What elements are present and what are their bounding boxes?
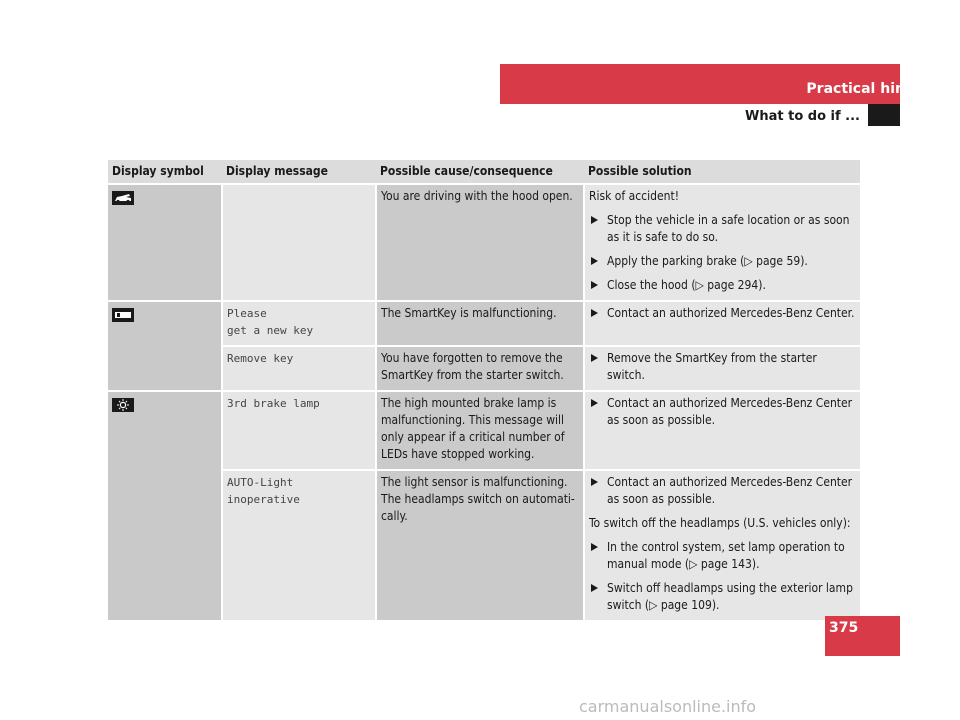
solution-step: Switch off headlamps using the exterior lamp switch (▷ page 109). [589, 580, 856, 614]
bullet-arrow-icon [591, 478, 598, 486]
solution-step: Stop the vehicle in a safe location or as soon as it is safe to do so. [589, 212, 856, 246]
solution-cell [584, 346, 860, 391]
bullet-arrow-icon [591, 281, 598, 289]
symbol-cell [108, 184, 222, 301]
solution-step: Apply the parking brake (▷ page 59). [589, 253, 856, 270]
lamp-icon [112, 398, 134, 417]
solution-step: In the control system, set lamp operation to manual mode (▷ page 143). [589, 539, 856, 573]
header-marker [868, 104, 900, 126]
solution-cell [584, 391, 860, 470]
footer-watermark: carmanualsonline.info [579, 697, 757, 716]
solution-step: Remove the SmartKey from the starter switch. [589, 350, 856, 384]
bullet-arrow-icon [591, 543, 598, 551]
solution-cell [584, 301, 860, 346]
page-number: 375 [829, 620, 859, 636]
bullet-arrow-icon [591, 399, 598, 407]
solution-lead: Risk of accident! [589, 189, 680, 203]
page-number-badge [825, 616, 900, 656]
display-messages-table [108, 160, 860, 622]
cause-cell: You are driving with the hood open. [376, 184, 584, 301]
section-title: Practical hints [806, 81, 920, 97]
bullet-arrow-icon [591, 309, 598, 317]
solution-step: Contact an authorized Mercedes-Benz Center. [589, 305, 856, 322]
bullet-arrow-icon [591, 216, 598, 224]
cause-cell: The SmartKey is malfunctioning. [376, 301, 584, 346]
message-cell: 3rd brake lamp [222, 391, 376, 470]
symbol-cell [108, 391, 222, 621]
table-header-row [108, 160, 860, 184]
solution-note: To switch off the headlamps (U.S. vehicles only): [589, 516, 851, 530]
cause-cell: You have forgotten to remove the SmartKey from the starter switch. [376, 346, 584, 391]
message-cell [222, 184, 376, 301]
symbol-cell [108, 301, 222, 391]
section-subtitle: What to do if ... [745, 109, 860, 124]
solution-cell [584, 184, 860, 301]
column-header: Possible solution [584, 160, 860, 184]
column-header: Display symbol [108, 160, 222, 184]
table-row [108, 391, 860, 470]
column-header: Display message [222, 160, 376, 184]
message-cell: Please get a new key [222, 301, 376, 346]
car-hood-open-icon [112, 191, 134, 210]
solution-step: Contact an authorized Mercedes-Benz Center as soon as possible. [589, 395, 856, 429]
solution-step: Close the hood (▷ page 294). [589, 277, 856, 294]
message-cell: AUTO-Light inoperative [222, 470, 376, 621]
table-row [108, 184, 860, 301]
bullet-arrow-icon [591, 354, 598, 362]
bullet-arrow-icon [591, 257, 598, 265]
bullet-arrow-icon [591, 584, 598, 592]
cause-cell: The high mounted brake lamp is malfunctioning. This message will only appear if a critical number of LEDs have stopped working. [376, 391, 584, 470]
column-header: Possible cause/consequence [376, 160, 584, 184]
solution-step: Contact an authorized Mercedes-Benz Center as soon as possible. [589, 474, 856, 508]
solution-cell [584, 470, 860, 621]
table-row [108, 301, 860, 346]
cause-cell: The light sensor is malfunctioning. The headlamps switch on automati-cally. [376, 470, 584, 621]
smartkey-icon [112, 308, 134, 327]
message-cell: Remove key [222, 346, 376, 391]
